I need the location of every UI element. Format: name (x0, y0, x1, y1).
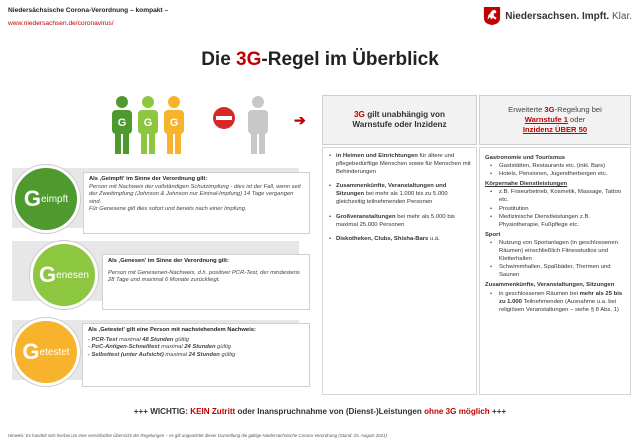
list-item: • Hotels, Pensionen, Jugendherbergen etc. (485, 170, 625, 178)
list-item (328, 213, 471, 229)
list-item: • Gaststätten, Restaurants etc. (inkl. Bars) (485, 162, 625, 170)
category-list (485, 188, 625, 228)
test-hours: 24 Stunden (188, 351, 220, 358)
head-right-pre: Erweiterte (508, 105, 545, 114)
list-item (485, 290, 625, 314)
geimpft-definition (83, 172, 310, 234)
list-item-text: für ältere und pflegebedürftige Menschen sowie für Menschen mit Behinderungen (336, 153, 471, 176)
list-item-text: Teilnehmenden (Ausnahme u.a. bei religiösen Veranstaltungen – siehe § 8 Abs. 1) (499, 298, 619, 313)
head-right-inzidenz: Inzidenz ÜBER 50 (522, 125, 588, 134)
footnote: Hinweis: Es handelt sich hierbei um eine vereinfachte Übersicht der Regelungen – es gilt ungeachtet dieser Darstellung die gültige Niedersächsische Corona-Verordnung (Stand: 25. August 2021) (8, 433, 387, 438)
genesen-badge (30, 241, 98, 309)
head-right-warnstufe: Warnstufe 1 (524, 115, 568, 124)
test-suffix: gültig (219, 351, 236, 358)
column-body-right (479, 147, 631, 395)
geimpft-badge (12, 165, 80, 233)
list-item-bold: Diskotheken, Clubs, Shisha-Bars (336, 235, 429, 242)
head-left-line2: Warnstufe oder Inzidenz (352, 120, 447, 129)
head-left-line1: gilt unabhängig von (364, 110, 445, 119)
list-item: • Schwimmhallen, Spaßbäder, Thermen und Saunen (485, 263, 625, 279)
test-mid: maximal (163, 351, 189, 358)
person-excluded-figure (248, 96, 268, 154)
getestet-badge (12, 318, 80, 386)
category-list (485, 239, 625, 279)
definition-lead: Als ‚Getestet' gilt eine Person mit nachstehendem Nachweis: (88, 327, 256, 333)
arrow-right-icon: ➔ (294, 112, 306, 128)
category-heading: Körpernahe Dienstleistungen (485, 181, 568, 188)
no-entry-sign-icon (213, 107, 235, 129)
header-title: Niedersächsische Corona-Verordnung – kompakt – (8, 7, 169, 14)
badge-word: enesen (56, 269, 89, 281)
head-right-oder: oder (567, 115, 586, 124)
badge-word: etestet (39, 346, 70, 358)
head-left-accent: 3G (354, 110, 365, 119)
left-list (328, 152, 471, 243)
g-letter-1: G (117, 117, 127, 129)
test-suffix: gültig (215, 344, 232, 351)
head-right-post: -Regelung bei (554, 105, 602, 114)
list-item-text: in geschlossenen Räumen bei (499, 290, 580, 297)
test-suffix: gültig (173, 336, 189, 343)
page-title (0, 49, 640, 71)
people-illustration (108, 96, 280, 154)
column-body-left (322, 147, 477, 395)
definition-text: Person mit Nachweis der vollständigen Schutzimpfung - dies ist der Fall, wenn seit der Zweitimpfung (Johnson & Johnson nur Einmal-Impfung) 14 Tage vergangen sind. (89, 183, 301, 205)
lower-saxony-horse-icon (483, 6, 501, 26)
category-heading: Zusammenkünfte, Veranstaltungen, Sitzungen (485, 282, 615, 289)
list-item: • z.B. Friseurbetrieb, Kosmetik, Massage, Tattoo etc. (485, 188, 625, 204)
column-header-right (479, 95, 631, 145)
list-item: • Medizinische Dienstleistungen z.B. Physiotherapie, Fußpflege etc. (485, 213, 625, 229)
warning-post: +++ (489, 407, 507, 416)
brand-logo-text (505, 11, 632, 22)
getestet-definition (82, 323, 310, 387)
list-item: • Nutzung von Sportanlagen (in geschlossenen Räumen) einschließlich Fitnesstudios und Kletterhallen (485, 239, 625, 263)
test-hours: 24 Stunden (184, 344, 216, 351)
list-item: • Prostitution (485, 205, 625, 213)
title-accent: 3G (236, 49, 262, 70)
test-mid: maximal (117, 336, 143, 343)
title-prefix: Die (201, 49, 237, 70)
title-suffix: -Regel im Überblick (261, 49, 439, 70)
list-item-bold: in Heimen und Einrichtungen (336, 153, 418, 159)
category-heading: Sport (485, 231, 501, 238)
list-item (328, 235, 471, 243)
test-line (88, 352, 304, 360)
category-list (485, 290, 625, 314)
category-list (485, 162, 625, 178)
warning-no-3g: ohne 3G möglich (424, 407, 490, 416)
header-url-link[interactable]: www.niedersachsen.de/coronavirus/ (8, 20, 114, 27)
definition-text: Person mit Genesenen-Nachweis, d.h. positiver PCR-Test, der mindestens 28 Tage und maximal 6 Monate zurückliegt. (108, 269, 300, 284)
warning-banner (0, 407, 640, 416)
test-mid: maximal (159, 344, 185, 351)
definition-lead: Als ‚Geimpft' im Sinne der Verordnung gilt: (89, 176, 208, 182)
test-hours: 48 Stunden (142, 336, 174, 343)
definition-lead: Als ‚Genesen' im Sinne der Verordnung gilt: (108, 258, 229, 264)
list-item-text: bei mehr als 1.000 bis zu 5.000 gleichzeitig teilnehmenden Personen (336, 191, 448, 206)
test-line (88, 337, 304, 345)
badge-initial: G (23, 186, 41, 211)
test-line (88, 344, 304, 352)
brand-name: Niedersachsen. Impft. (505, 10, 610, 22)
badge-word: eimpft (40, 193, 69, 205)
definition-extra: Für Genesene gilt dies sofort und bereits nach einer Impfung. (89, 206, 247, 213)
warning-pre: +++ WICHTIG: (133, 407, 191, 416)
list-item-text: u.ä. (428, 235, 440, 242)
genesen-definition (102, 254, 310, 310)
badge-initial: G (39, 262, 57, 287)
brand-logo (483, 6, 632, 26)
list-item-text: bei mehr als 5.000 bis maximal 25.000 Personen (336, 213, 455, 228)
list-item-bold: Zusammenkünfte, Veranstaltungen und Sitzungen (336, 183, 447, 198)
list-item (328, 182, 471, 206)
badge-initial: G (22, 339, 40, 364)
column-header-left (322, 95, 477, 145)
category-heading: Gastronomie und Tourismus (485, 155, 566, 161)
head-right-accent: 3G (544, 105, 555, 114)
g-letter-3: G (169, 117, 179, 129)
g-letter-2: G (143, 117, 153, 129)
list-item-bold: Großveranstaltungen (336, 213, 396, 220)
warning-no-entry: KEIN Zutritt (190, 407, 236, 416)
list-item-bold: mehr als 25 bis zu 1.000 (499, 290, 623, 305)
test-name: - PCR-Test (88, 336, 118, 343)
brand-suffix: Klar. (611, 10, 632, 22)
warning-mid: oder Inanspruchnahme von (Dienst-)Leistungen (235, 407, 425, 416)
test-name: - Selbsttest (unter Aufsicht) (88, 351, 164, 358)
test-name: - PoC-Antigen-Schnelltest (88, 344, 160, 351)
list-item (328, 152, 471, 176)
